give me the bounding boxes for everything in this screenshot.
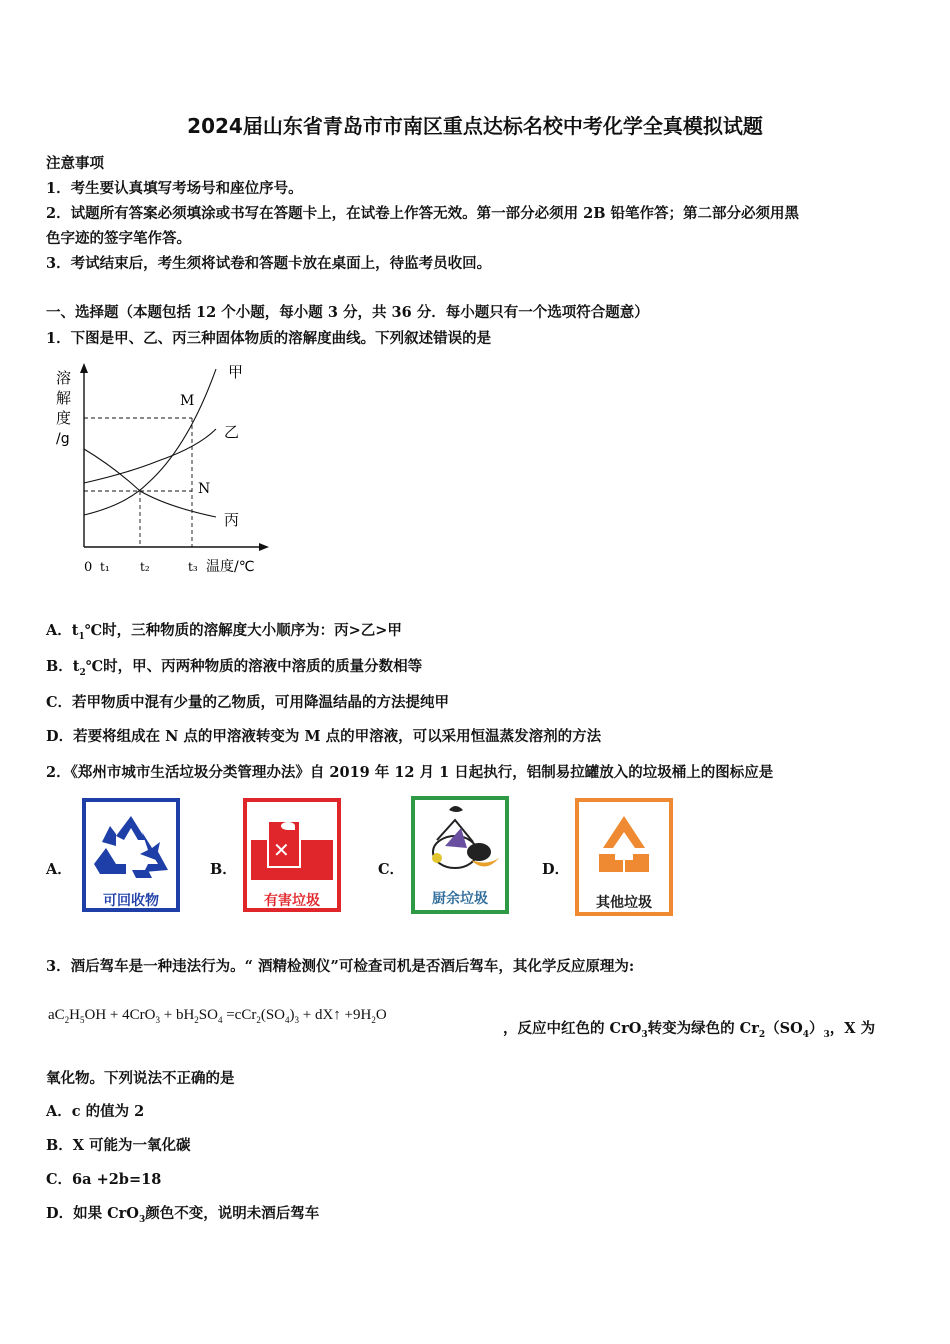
origin-label: 0 xyxy=(84,560,93,575)
ylabel-char-4: /g xyxy=(56,431,70,447)
q2-option-a-letter: A． xyxy=(46,861,72,878)
notice-item-3: 3．考试结束后，考生须将试卷和答题卡放在桌面上，待监考员收回。 xyxy=(46,255,492,272)
recyclable-label: 可回收物 xyxy=(103,893,159,909)
ylabel-char-3: 度 xyxy=(56,409,72,427)
hazardous-label: 有害垃圾 xyxy=(264,893,320,909)
q3-stem-cont: 氧化物。下列说法不正确的是 xyxy=(46,1070,235,1087)
q3-option-c: C．6a +2b=18 xyxy=(46,1171,162,1188)
curve-jia xyxy=(84,369,216,515)
q2-option-c-letter: C． xyxy=(378,861,405,878)
q1-option-c: C．若甲物质中混有少量的乙物质，可用降温结晶的方法提纯甲 xyxy=(46,694,450,711)
ylabel-char-2: 解 xyxy=(56,389,72,407)
q2-stem: 2．《郑州市城市生活垃圾分类管理办法》自 2019 年 12 月 1 日起执行，铝制易拉罐放入的垃圾桶上的图标应是 xyxy=(46,764,774,781)
other-waste-label: 其他垃圾 xyxy=(596,895,652,911)
other-waste-icon xyxy=(575,798,673,916)
xlabel: 温度/℃ xyxy=(206,559,255,575)
kitchen-waste-icon xyxy=(411,796,509,914)
page-title: 2024届山东省青岛市市南区重点达标名校中考化学全真模拟试题 xyxy=(187,114,763,138)
q1-stem: 1．下图是甲、乙、丙三种固体物质的溶解度曲线。下列叙述错误的是 xyxy=(46,330,492,347)
ylabel-char-1: 溶 xyxy=(56,369,72,387)
q3-formula: $aC_2H_5OH + 4CrO_3 + bH_2SO_4 =cCr_2(SO_4)_3$ + dX↑ $+9H_2O$ xyxy=(48,1007,387,1025)
q3-formula-description: ，反应中红色的 CrO$_3$转变为绿色的 $Cr_2(SO_4)_3$，X 为 xyxy=(503,1020,876,1040)
tick-t2: t₂ xyxy=(140,560,150,574)
q3-option-b: B．X 可能为一氧化碳 xyxy=(46,1137,191,1154)
point-n-label: N xyxy=(198,481,211,497)
q3-option-a: A．c 的值为 2 xyxy=(46,1103,145,1120)
notice-heading: 注意事项 xyxy=(46,155,104,172)
section-heading: 一、选择题（本题包括 12 个小题，每小题 3 分，共 36 分．每小题只有一个选项符合题意） xyxy=(46,304,649,321)
tick-t3: t₃ xyxy=(188,560,198,574)
q2-option-d-letter: D． xyxy=(542,861,570,878)
tick-t1: t₁ xyxy=(100,560,110,574)
hazardous-icon: ✕ 有害垃圾 xyxy=(243,798,341,912)
point-m-label: M xyxy=(180,393,195,409)
solubility-graph xyxy=(48,355,278,585)
notice-item-2: 2．试题所有答案必须填涂或书写在答题卡上，在试卷上作答无效。第一部分必须用 2B 铅笔作答；第二部分必须用黑 xyxy=(46,205,800,222)
curve-yi xyxy=(84,429,216,483)
q3-option-d: D．如果 CrO$_3$颜色不变，说明未酒后驾车 xyxy=(46,1205,320,1225)
notice-item-2-cont: 色字迹的签字笔作答。 xyxy=(46,230,191,247)
q2-option-b-letter: B． xyxy=(210,861,237,878)
q1-option-a: A．$t_1℃$时，三种物质的溶解度大小顺序为：丙>乙>甲 xyxy=(46,622,402,642)
q1-option-b: B．$t_2℃$时，甲、丙两种物质的溶液中溶质的质量分数相等 xyxy=(46,658,423,678)
recyclable-icon xyxy=(82,798,180,912)
notice-item-1: 1．考生要认真填写考场号和座位序号。 xyxy=(46,180,303,197)
kitchen-waste-label: 厨余垃圾 xyxy=(432,891,488,907)
curve-label-jia: 甲 xyxy=(228,363,244,381)
q1-option-d: D．若要将组成在 N 点的甲溶液转变为 M 点的甲溶液，可以采用恒温蒸发溶剂的方法 xyxy=(46,728,602,745)
curve-bing xyxy=(84,449,216,517)
curve-label-yi: 乙 xyxy=(224,423,240,441)
curve-label-bing: 丙 xyxy=(224,511,240,529)
q3-stem: 3．酒后驾车是一种违法行为。“ 酒精检测仪”可检查司机是否酒后驾车，其化学反应原理为: xyxy=(46,958,635,975)
